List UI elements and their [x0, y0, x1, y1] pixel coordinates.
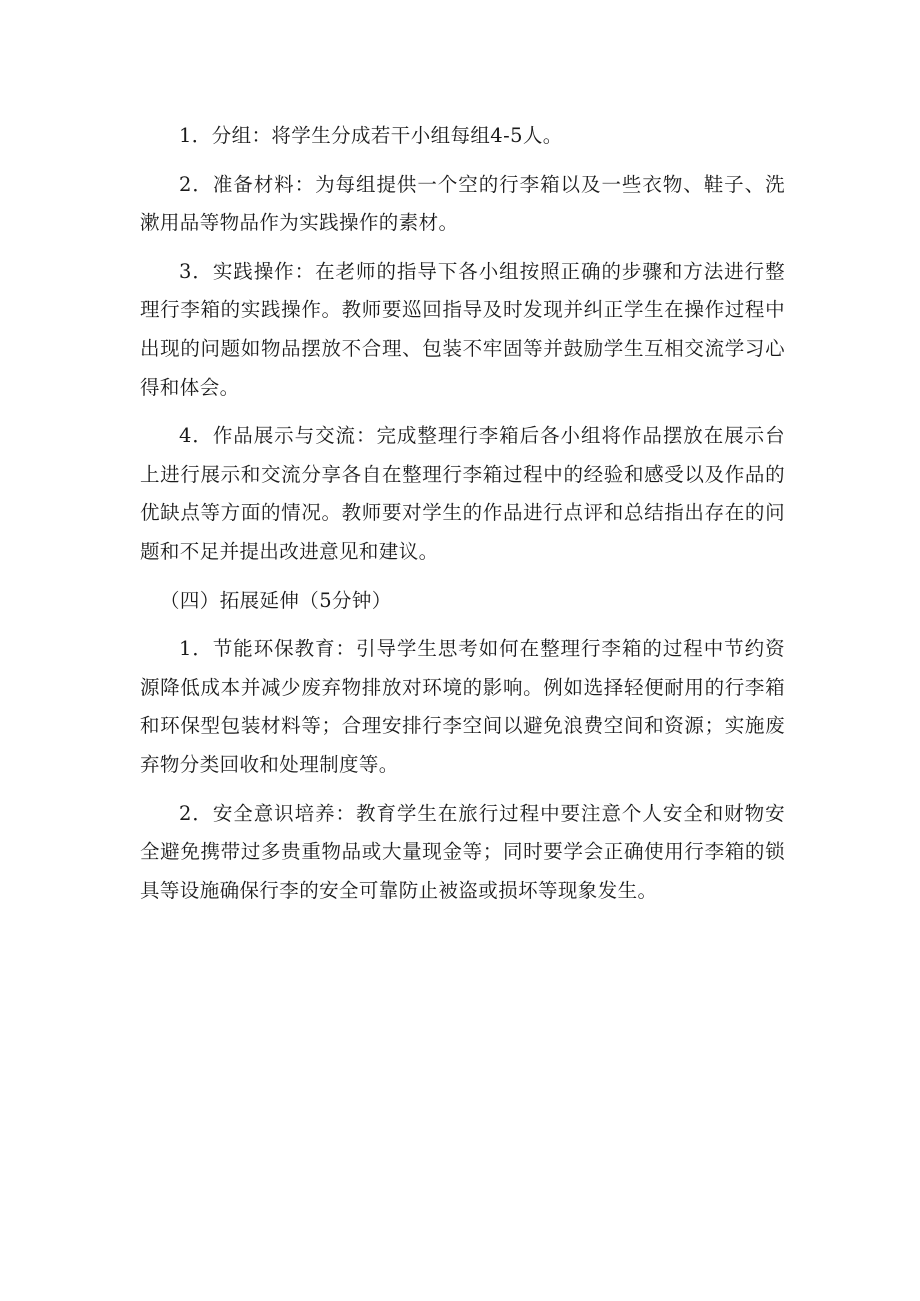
paragraph-eco-education: 1．节能环保教育：引导学生思考如何在整理行李箱的过程中节约资源降低成本并减少废弃物排放对环境的影响。例如选择轻便耐用的行李箱和环保型包装材料等；合理安排行李空间以避免浪费空间和资源；实施废弃物分类回收和处理制度等。	[140, 637, 785, 776]
section-heading-extension: （四）拓展延伸（5分钟）	[160, 588, 392, 612]
paragraph-grouping: 1．分组：将学生分成若干小组每组4-5人。	[179, 124, 563, 147]
paragraph-showcase: 4．作品展示与交流：完成整理行李箱后各小组将作品摆放在展示台上进行展示和交流分享各自在整理行李箱过程中的经验和感受以及作品的优缺点等方面的情况。教师要对学生的作品进行点评和总结指出存在的问题和不足并提出改进意见和建议。	[140, 424, 785, 563]
paragraph-prepare-materials: 2．准备材料：为每组提供一个空的行李箱以及一些衣物、鞋子、洗漱用品等物品作为实践操作的素材。	[140, 172, 785, 235]
paragraph-safety-awareness: 2．安全意识培养：教育学生在旅行过程中要注意个人安全和财物安全避免携带过多贵重物品或大量现金等；同时要学会正确使用行李箱的锁具等设施确保行李的安全可靠防止被盗或损坏等现象发生。	[140, 801, 785, 902]
paragraph-practice: 3．实践操作：在老师的指导下各小组按照正确的步骤和方法进行整理行李箱的实践操作。教师要巡回指导及时发现并纠正学生在操作过程中出现的问题如物品摆放不合理、包装不牢固等并鼓励学生互相交流学习心得和体会。	[140, 259, 785, 399]
document-page	[140, 117, 785, 910]
